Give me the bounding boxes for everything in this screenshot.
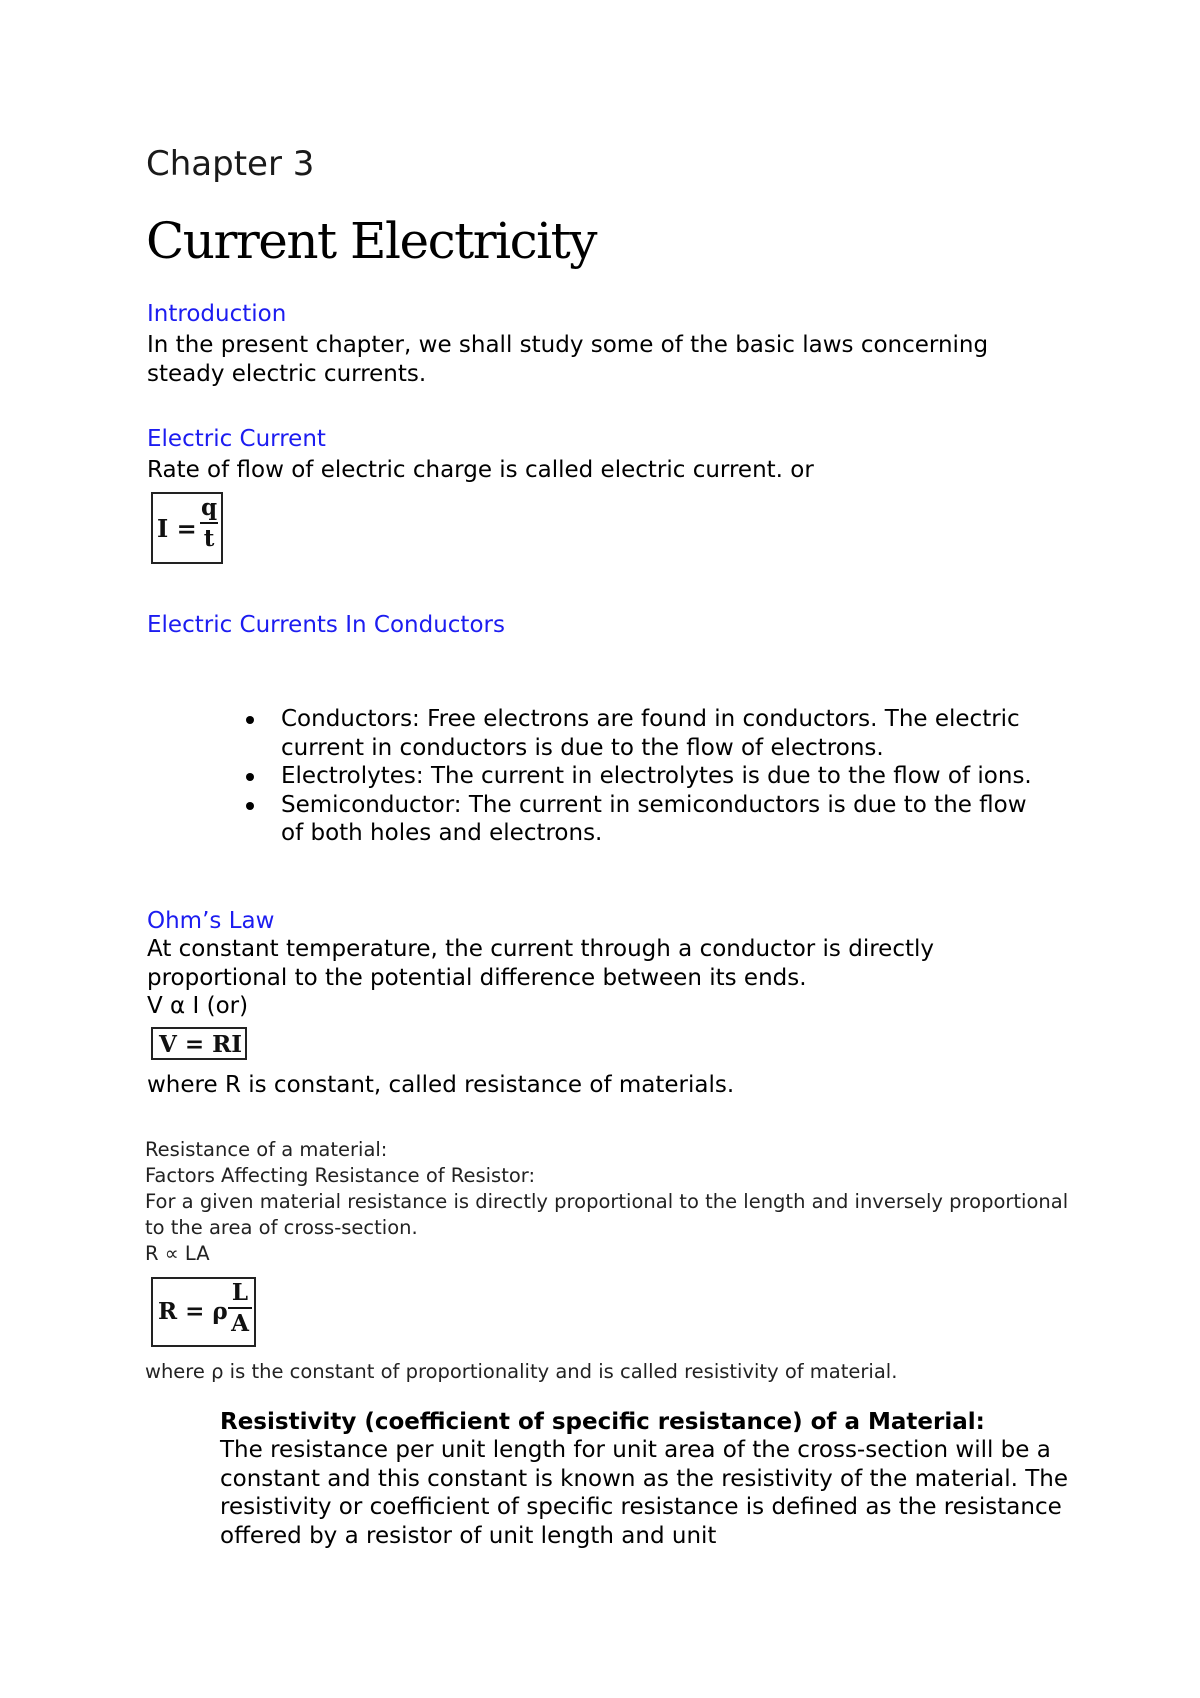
formula-current-lhs: I = [157, 514, 197, 543]
resistance-line-2: Factors Affecting Resistance of Resistor: [145, 1164, 536, 1187]
formula-resistance-lhs: R = ρ [158, 1298, 228, 1325]
resistance-relation: R ∝ LA [145, 1242, 210, 1265]
formula-ohms-law [151, 1027, 247, 1060]
list-item [240, 791, 1040, 848]
ohms-law-after: where R is constant, called resistance of materials. [147, 1072, 735, 1098]
formula-current-denominator: t [203, 525, 215, 552]
ohms-law-text: At constant temperature, the current through a conductor is directly proportional to the potential difference between its ends. [147, 936, 934, 991]
fraction-bar [228, 1307, 252, 1309]
heading-introduction: Introduction [147, 301, 287, 327]
resistance-line-3: For a given material resistance is directly proportional to the length and inversely proportional to the area of cross-section. [145, 1190, 1069, 1239]
ohms-law-relation: V α I (or) [147, 993, 249, 1019]
bullet-icon [246, 773, 254, 781]
heading-resistivity: Resistivity (coefficient of specific resistance) of a Material: [220, 1409, 985, 1435]
fraction-bar [200, 522, 218, 524]
formula-ohms-law-text: V = RI [159, 1031, 243, 1058]
bullet-icon [246, 716, 254, 724]
formula-resistance-numerator: L [231, 1279, 249, 1306]
resistance-after: where ρ is the constant of proportionality and is called resistivity of material. [145, 1360, 898, 1383]
introduction-text: In the present chapter, we shall study some of the basic laws concerning steady electric currents. [147, 332, 989, 387]
list-item [240, 762, 1040, 791]
chapter-label: Chapter 3 [146, 144, 315, 184]
formula-current-numerator: q [200, 494, 218, 521]
heading-ohms-law: Ohm’s Law [147, 908, 275, 934]
bullet-icon [246, 802, 254, 810]
list-item-text: Semiconductor: The current in semiconductors is due to the flow of both holes and electrons. [281, 791, 1027, 846]
list-item-text: Electrolytes: The current in electrolytes is due to the flow of ions. [281, 763, 1032, 789]
heading-electric-current: Electric Current [147, 426, 326, 452]
page-title: Current Electricity [146, 212, 596, 270]
heading-conductors: Electric Currents In Conductors [147, 612, 505, 638]
resistivity-text: The resistance per unit length for unit area of the cross-section will be a constant and this constant is known as the resistivity of the material. The resistivity or coefficient of specific resistance is defined as the resistance offered by a resistor of unit length and unit [220, 1437, 1068, 1549]
formula-resistance-denominator: A [231, 1310, 249, 1337]
conductors-list [240, 705, 1040, 848]
formula-current [151, 492, 223, 564]
electric-current-text: Rate of flow of electric charge is called electric current. or [147, 457, 814, 483]
list-item [240, 705, 1040, 762]
list-item-text: Conductors: Free electrons are found in conductors. The electric current in conductors is due to the flow of electrons. [281, 706, 1020, 761]
resistance-line-1: Resistance of a material: [145, 1138, 388, 1161]
formula-resistance [151, 1277, 256, 1347]
